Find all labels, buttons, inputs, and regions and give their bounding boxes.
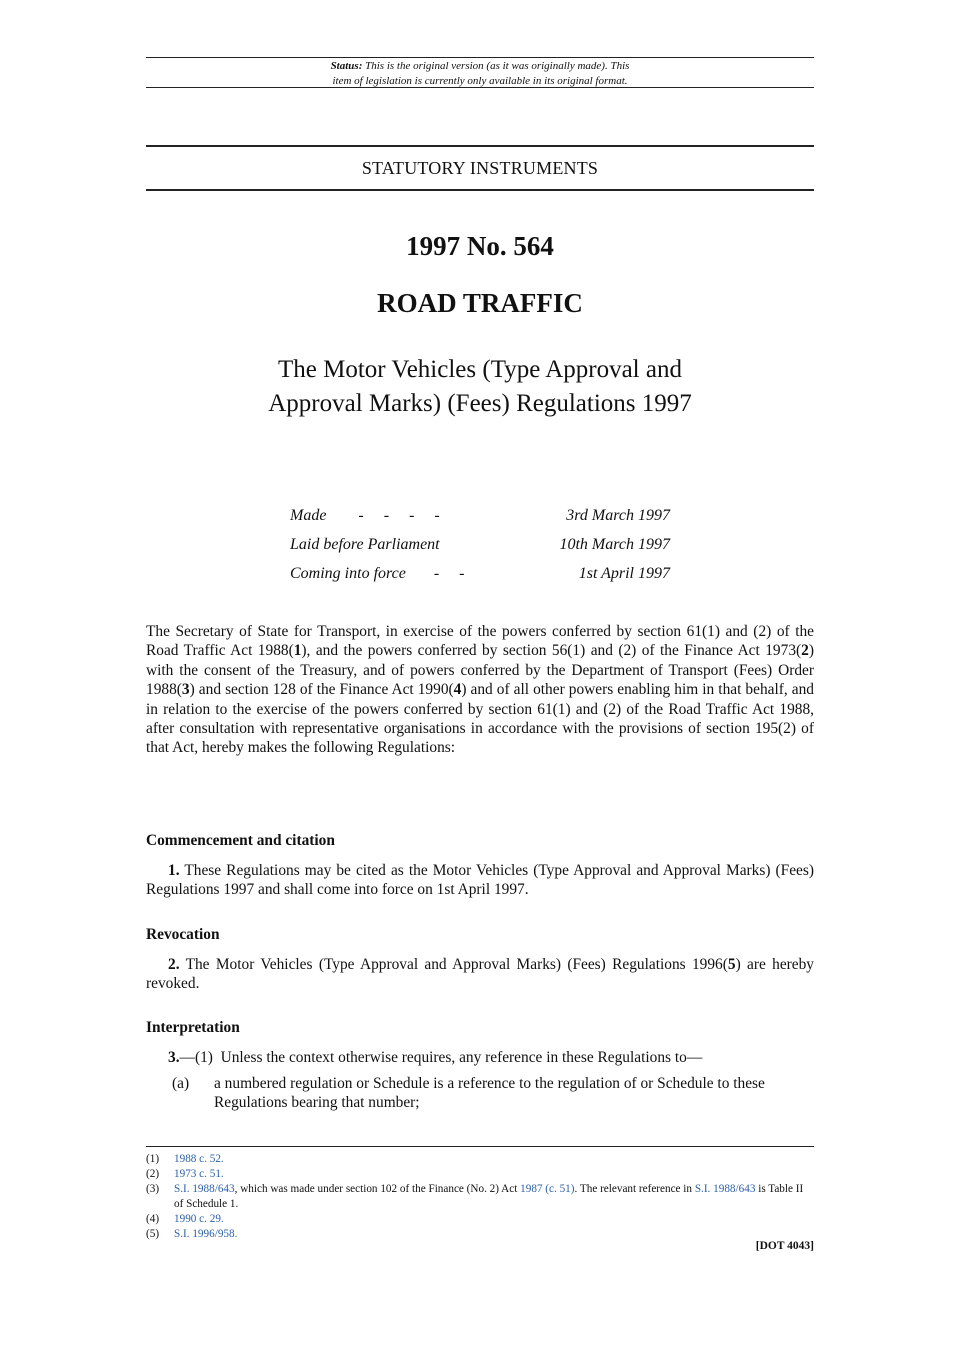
si-number: 1997 No. 564 bbox=[406, 231, 554, 261]
regulation-3 bbox=[146, 1048, 814, 1067]
regulation-number: 2. bbox=[168, 956, 180, 973]
title-line-1: The Motor Vehicles (Type Approval and bbox=[278, 356, 682, 383]
footnote-link[interactable]: S.I. 1996/958. bbox=[174, 1228, 238, 1240]
footnote-link[interactable]: 1990 c. 29. bbox=[174, 1213, 224, 1225]
footnote-divider bbox=[146, 1146, 814, 1147]
footnote-number: (2) bbox=[146, 1168, 160, 1180]
date-label: Coming into force - - bbox=[290, 565, 465, 582]
date-value: 3rd March 1997 bbox=[566, 507, 670, 524]
footnote-link[interactable]: S.I. 1988/643 bbox=[174, 1183, 235, 1195]
list-item bbox=[172, 1074, 814, 1113]
revocation-heading: Revocation bbox=[146, 926, 220, 943]
footnote-ref[interactable]: 3 bbox=[181, 681, 190, 699]
footnote-link[interactable]: 1987 (c. 51) bbox=[520, 1183, 575, 1195]
series-heading: STATUTORY INSTRUMENTS bbox=[146, 145, 814, 191]
list-item-mark: (a) bbox=[172, 1075, 190, 1092]
preamble-text: ), and the powers conferred by section 56(1) and (2) of the Finance Act 1973( bbox=[301, 642, 802, 660]
footnote bbox=[146, 1182, 814, 1212]
footnote bbox=[146, 1167, 814, 1182]
status-text-line1: This is the original version (as it was originally made). This bbox=[362, 60, 630, 72]
date-value: 1st April 1997 bbox=[578, 565, 670, 582]
preamble-text: ) and section 128 of the Finance Act 1990( bbox=[189, 681, 454, 699]
footnote-number: (4) bbox=[146, 1213, 160, 1225]
regulation-text: The Motor Vehicles (Type Approval and Approval Marks) (Fees) Regulations 1996( bbox=[179, 956, 728, 973]
document-reference: [DOT 4043] bbox=[755, 1240, 814, 1252]
footnote-number: (1) bbox=[146, 1153, 160, 1165]
regulation-text: —(1) Unless the context otherwise requires, any reference in these Regulations to— bbox=[179, 1049, 703, 1066]
preamble-text: The Secretary of State for Transport, in exercise of the powers conferred by section 61(1) and (2) of the Road Traffic Act 1988( bbox=[146, 623, 814, 660]
regulation-1 bbox=[146, 861, 814, 900]
footnote-ref[interactable]: 2 bbox=[801, 642, 809, 660]
regulation-text: ) are hereby revoked. bbox=[146, 956, 815, 993]
date-label: Made - - - - bbox=[290, 507, 440, 524]
title-line-2: Approval Marks) (Fees) Regulations 1997 bbox=[268, 390, 692, 417]
footnote-ref[interactable]: 1 bbox=[293, 642, 302, 660]
footnote-link[interactable]: 1988 c. 52. bbox=[174, 1153, 224, 1165]
list-item-text: a numbered regulation or Schedule is a reference to the regulation of or Schedule to these Regulations bearing that number; bbox=[214, 1075, 765, 1112]
footnote-text: , which was made under section 102 of the Finance (No. 2) Act bbox=[234, 1183, 521, 1195]
preamble bbox=[146, 622, 814, 758]
regulation-title bbox=[146, 353, 814, 421]
date-row-made bbox=[290, 503, 670, 532]
footnote-number: (5) bbox=[146, 1228, 160, 1240]
preamble-text: ) and of all other powers enabling him in that behalf, and in relation to the exercise of the powers conferred by section 61(1) and (2) of the Road Traffic Act 1988, after consultation with representative organisations in accordance with the provisions of section 195(2) of that Act, hereby makes the following Regulations: bbox=[146, 681, 814, 757]
regulation-2 bbox=[146, 955, 814, 994]
footnote-number: (3) bbox=[146, 1183, 160, 1195]
regulation-number: 1. bbox=[168, 862, 180, 879]
footnote bbox=[146, 1152, 814, 1167]
footnote bbox=[146, 1227, 814, 1242]
date-label: Laid before Parliament bbox=[290, 536, 440, 553]
footnote bbox=[146, 1212, 814, 1227]
footnote-ref[interactable]: 5 bbox=[727, 956, 736, 973]
regulation-number: 3. bbox=[168, 1049, 180, 1066]
date-value: 10th March 1997 bbox=[559, 536, 670, 553]
interpretation-heading: Interpretation bbox=[146, 1019, 240, 1036]
status-label: Status: bbox=[330, 60, 363, 72]
footnote-text: . The relevant reference in bbox=[574, 1183, 695, 1195]
preamble-text: ) with the consent of the Treasury, and of powers conferred by the Department of Transport (Fees) Order 1988( bbox=[146, 642, 814, 699]
status-notice bbox=[146, 57, 814, 88]
footnote-link[interactable]: 1973 c. 51. bbox=[174, 1168, 224, 1180]
status-text-line2: item of legislation is currently only available in its original format. bbox=[332, 75, 628, 87]
commencement-heading: Commencement and citation bbox=[146, 832, 335, 849]
date-row-coming-into-force bbox=[290, 561, 670, 590]
date-row-laid bbox=[290, 532, 670, 561]
dates-table bbox=[290, 503, 670, 590]
regulation-text: These Regulations may be cited as the Motor Vehicles (Type Approval and Approval Marks) (Fees) Regulations 1997 and shall come into force on 1st April 1997. bbox=[146, 862, 814, 899]
footnote-ref[interactable]: 4 bbox=[453, 681, 462, 699]
footnotes bbox=[146, 1152, 814, 1242]
subject-heading: ROAD TRAFFIC bbox=[377, 288, 583, 318]
footnote-link[interactable]: S.I. 1988/643 bbox=[694, 1183, 756, 1195]
footnote-text: is Table II of Schedule 1. bbox=[174, 1183, 804, 1210]
